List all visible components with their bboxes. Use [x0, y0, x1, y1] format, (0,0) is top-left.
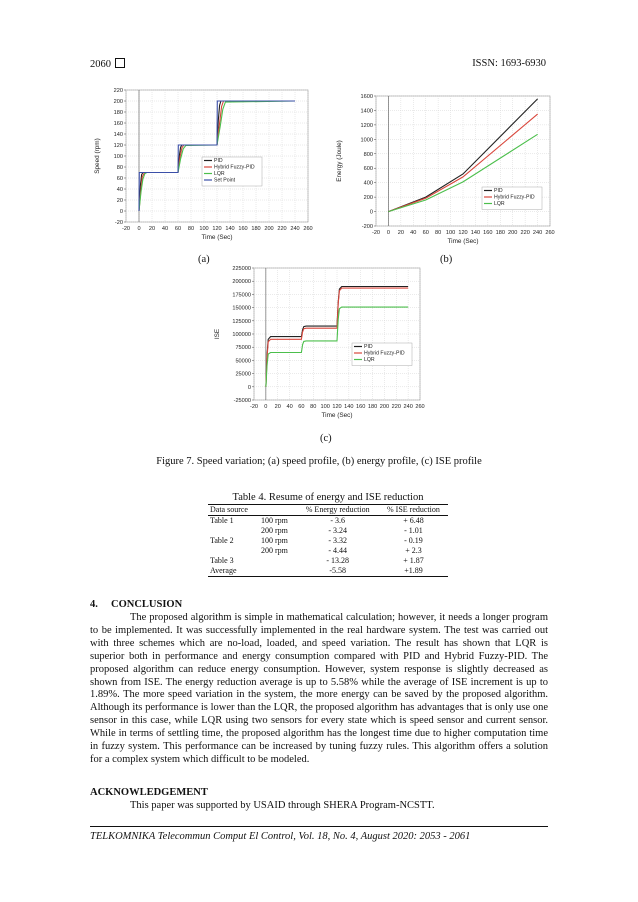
figure-caption: Figure 7. Speed variation; (a) speed profile, (b) energy profile, (c) ISE profile [156, 456, 482, 467]
table-cell: - 4.44 [328, 546, 348, 555]
legend-label: LQR [214, 171, 225, 177]
table-cell: 200 rpm [260, 546, 288, 555]
table-cell: - 3.24 [328, 526, 348, 535]
footer-rule [90, 826, 548, 827]
x-tick-label: 40 [286, 404, 293, 410]
x-tick-label: 160 [238, 226, 248, 232]
y-tick-label: 150000 [232, 305, 251, 312]
y-tick-label: 400 [363, 180, 373, 187]
x-tick-label: 220 [520, 230, 530, 236]
x-tick-label: 160 [483, 230, 493, 236]
x-tick-label: 140 [344, 404, 354, 410]
x-tick-label: 40 [410, 230, 417, 236]
y-tick-label: -200 [361, 224, 373, 230]
table-cell: 100 rpm [260, 536, 288, 545]
x-tick-label: 260 [545, 230, 555, 236]
x-tick-label: 200 [508, 230, 518, 236]
table-cell: - 13.28 [326, 556, 350, 565]
x-tick-label: 160 [356, 404, 366, 410]
y-tick-label: 220 [113, 88, 123, 94]
table-cell [259, 566, 297, 577]
y-tick-label: 200 [113, 99, 123, 105]
x-tick-label: 0 [264, 404, 268, 410]
y-tick-label: 20 [116, 198, 123, 204]
y-tick-label: 80 [116, 165, 123, 171]
table-cell: - 3.32 [328, 536, 348, 545]
table-cell: Table 3 [210, 556, 234, 565]
table-row [208, 516, 448, 527]
x-axis-label: Time (Sec) [447, 238, 479, 245]
y-tick-label: 180 [113, 110, 123, 116]
legend-label: LQR [494, 201, 505, 207]
x-tick-label: 220 [391, 404, 401, 410]
y-tick-label: 60 [116, 176, 123, 182]
x-tick-label: 200 [379, 404, 390, 410]
y-tick-label: 100000 [232, 332, 251, 338]
x-tick-label: 260 [415, 404, 425, 410]
table-cell: Table 1 [210, 516, 234, 525]
y-tick-label: 140 [113, 132, 123, 138]
table-header: % Energy reduction [305, 505, 370, 514]
y-tick-label: 225000 [232, 266, 251, 272]
sublabel-c: (c) [320, 433, 332, 444]
y-tick-label: -25000 [233, 398, 251, 404]
x-tick-label: 80 [310, 404, 317, 410]
x-tick-label: 220 [277, 226, 287, 232]
y-tick-label: 1600 [360, 94, 373, 100]
table-cell: - 3.6 [330, 516, 346, 525]
x-tick-label: 60 [422, 230, 429, 236]
acknowledgement-text: This paper was supported by USAID through SHERA Program-NCSTT. [130, 800, 435, 811]
x-tick-label: 80 [435, 230, 442, 236]
x-tick-label: 60 [174, 226, 182, 232]
y-tick-label: 200 [363, 195, 373, 202]
table-row [208, 546, 448, 556]
table-header: Data source [210, 505, 248, 514]
legend-label: PID [214, 158, 223, 164]
legend-label: PID [364, 344, 373, 350]
x-tick-label: 180 [367, 404, 378, 410]
y-tick-label: 1200 [360, 122, 373, 129]
data-table [208, 504, 448, 577]
table-cell: + 1.87 [403, 556, 424, 565]
conclusion-paragraph: The proposed algorithm is simple in mathematical calculation; however, it needs a longer program to be implemented. It was successfully implemented in the real hardware system. The test was carried out with three schemes which are no-load, loaded, and speed variation. The result has shown that LQR is superior both in performance and energy consumption compared with PID and Hybrid Fuzzy-PID. The proposed algorithm can reduce energy consumption. However, system response is slightly decreased as shown from ISE. The energy reduction average is up to 5.58% while the average of ISE increment is up to 1.89%. The more speed variation in the system, the more energy can be saved by the proposed algorithm. Although its performance is lower than the LQR, the proposed algorithm has advantages that is only use one sensor in this case, while LQR using two sensors for every state which is speed sensor and current sensor. While in terms of settling time, the proposed algorithm has the longest time due to higher computation time in fuzzy system. This performance can be increased by tuning fuzzy rules. This algorithm offers a solution for a complex system which difficult to be modeled. [90, 612, 548, 765]
table-row [208, 556, 448, 566]
x-axis-label: Time (Sec) [201, 234, 233, 241]
x-tick-label: 120 [458, 230, 468, 236]
y-tick-label: 200000 [232, 279, 251, 286]
y-tick-label: 50000 [235, 358, 251, 365]
x-tick-label: 60 [298, 404, 305, 410]
square-icon [115, 58, 125, 68]
table-cell: 200 rpm [260, 526, 288, 535]
y-tick-label: 175000 [232, 292, 251, 299]
x-tick-label: 120 [212, 226, 222, 232]
table-cell: + 2.3 [405, 546, 422, 555]
table-cell: -5.58 [329, 566, 347, 575]
legend-label: Hybrid Fuzzy-PID [494, 194, 535, 201]
x-tick-label: 140 [225, 226, 235, 232]
x-tick-label: 260 [303, 226, 313, 232]
legend-label: Hybrid Fuzzy-PID [364, 350, 405, 357]
x-tick-label: 20 [148, 226, 156, 232]
x-tick-label: 40 [161, 226, 169, 232]
table-cell: Table 2 [210, 536, 234, 545]
table-cell: 100 rpm [260, 516, 288, 525]
table-row [208, 536, 448, 546]
y-tick-label: 1000 [360, 137, 373, 144]
legend-label: Set Point [214, 177, 236, 184]
issn: ISSN: 1693-6930 [472, 58, 546, 69]
chart-energy-profile [334, 92, 556, 252]
y-tick-label: 40 [116, 187, 123, 193]
y-axis-label: Energy (Joule) [336, 140, 343, 182]
y-tick-label: 0 [247, 384, 251, 391]
chart-ise-profile [212, 264, 426, 432]
y-tick-label: 1400 [360, 108, 373, 115]
x-axis-label: Time (Sec) [321, 412, 353, 419]
x-tick-label: -20 [371, 230, 381, 236]
y-tick-label: 120 [113, 143, 123, 149]
table-cell: - 1.01 [404, 526, 423, 535]
x-tick-label: 20 [274, 404, 281, 410]
table-cell: - 0.19 [404, 536, 423, 545]
x-tick-label: 100 [320, 404, 330, 410]
section-heading-acknowledgement: ACKNOWLEDGEMENT [90, 787, 208, 798]
y-tick-label: 0 [369, 209, 373, 216]
journal-footer: TELKOMNIKA Telecommun Comput El Control, Vol. 18, No. 4, August 2020: 2053 - 2061 [90, 831, 471, 842]
x-tick-label: 80 [187, 226, 195, 232]
y-axis-label: Speed (rpm) [94, 138, 101, 174]
section-heading-conclusion: 4. CONCLUSION [90, 599, 183, 610]
table-header [259, 505, 297, 516]
x-tick-label: 180 [251, 226, 261, 232]
table-cell: +1.89 [404, 566, 423, 575]
table-cell [208, 526, 259, 536]
sublabel-a: (a) [198, 254, 210, 265]
y-tick-label: 125000 [232, 318, 251, 325]
x-tick-label: 240 [290, 226, 300, 232]
legend-label: PID [494, 188, 503, 194]
y-tick-label: 100 [113, 154, 123, 160]
table-header-row [208, 505, 448, 516]
chart-speed-profile [92, 86, 314, 252]
x-tick-label: 120 [332, 404, 342, 410]
table-4 [208, 492, 448, 577]
x-tick-label: 0 [137, 226, 141, 232]
legend-label: LQR [364, 357, 375, 363]
table-header: % ISE reduction [387, 505, 440, 514]
x-tick-label: 180 [495, 230, 505, 236]
y-tick-label: 160 [113, 121, 123, 127]
page-number: 2060 [90, 58, 125, 70]
legend-label: Hybrid Fuzzy-PID [214, 164, 255, 171]
y-tick-label: 0 [119, 209, 123, 215]
y-axis-label: ISE [214, 328, 221, 340]
x-tick-label: 100 [445, 230, 456, 236]
table-title: Table 4. Resume of energy and ISE reduction [232, 492, 424, 503]
table-cell: Average [210, 566, 237, 575]
y-tick-label: 25000 [235, 371, 251, 378]
x-tick-label: 240 [403, 404, 413, 410]
table-cell [208, 546, 259, 556]
x-tick-label: 100 [199, 226, 209, 232]
y-tick-label: 800 [363, 151, 373, 158]
y-tick-label: 75000 [235, 345, 251, 352]
sublabel-b: (b) [440, 254, 453, 265]
x-tick-label: 0 [386, 230, 390, 236]
y-tick-label: 600 [363, 166, 373, 173]
x-tick-label: 200 [264, 226, 274, 232]
x-tick-label: 140 [470, 230, 481, 236]
table-cell [259, 556, 297, 566]
x-tick-label: -20 [249, 404, 259, 410]
x-tick-label: 20 [397, 230, 404, 236]
y-tick-label: -20 [114, 220, 123, 226]
table-cell: + 6.48 [403, 516, 424, 525]
table-row [208, 566, 448, 577]
x-tick-label: 240 [532, 230, 543, 236]
table-row [208, 526, 448, 536]
x-tick-label: -20 [121, 226, 131, 232]
